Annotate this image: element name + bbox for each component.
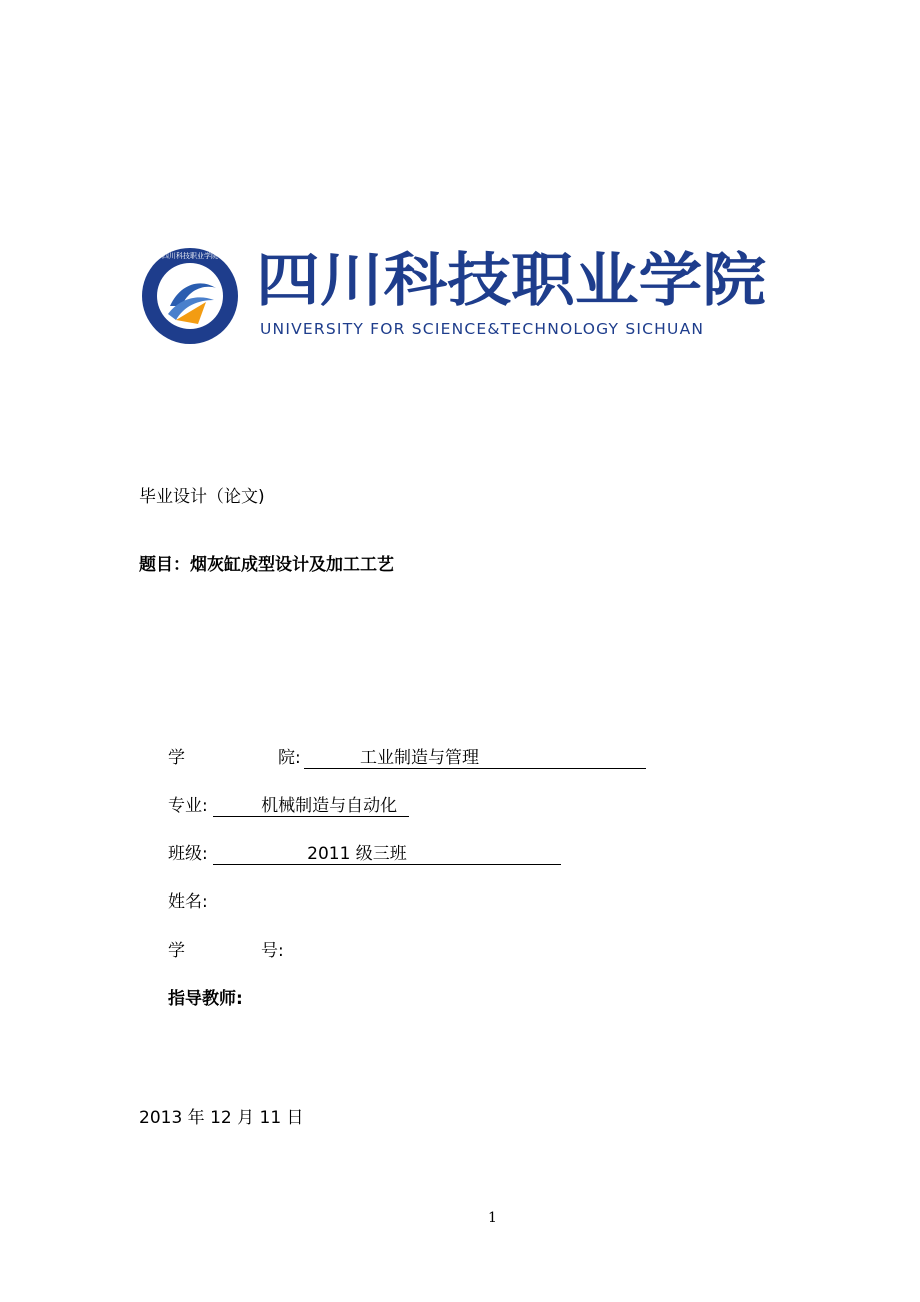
college-value: 工业制造与管理 xyxy=(304,748,646,769)
document-date: 2013 年 12 月 11 日 xyxy=(139,1108,304,1128)
school-name-cn xyxy=(256,246,770,312)
student-id-field: 学 号: xyxy=(168,941,284,961)
svg-text:四川科技职业学院: 四川科技职业学院 xyxy=(256,246,766,312)
major-value: 机械制造与自动化 xyxy=(213,796,409,817)
name-field: 姓名: xyxy=(168,892,208,912)
college-field: 学 院: 工业制造与管理 xyxy=(168,743,646,769)
thesis-title: 题目：烟灰缸成型设计及加工工艺 xyxy=(139,555,394,575)
document-type: 毕业设计（论文) xyxy=(139,487,265,507)
class-value: 2011 级三班 xyxy=(213,844,561,865)
advisor-field: 指导教师: xyxy=(168,989,243,1009)
class-field: 班级: 2011 级三班 xyxy=(168,839,561,865)
school-name-en: UNIVERSITY FOR SCIENCE&TECHNOLOGY SICHUAN xyxy=(260,320,705,338)
emblem-ring-text: 四川科技职业学院 xyxy=(162,252,218,260)
major-field: 专业: 机械制造与自动化 xyxy=(168,791,409,817)
page-number: 1 xyxy=(488,1210,497,1226)
university-emblem xyxy=(140,244,240,348)
